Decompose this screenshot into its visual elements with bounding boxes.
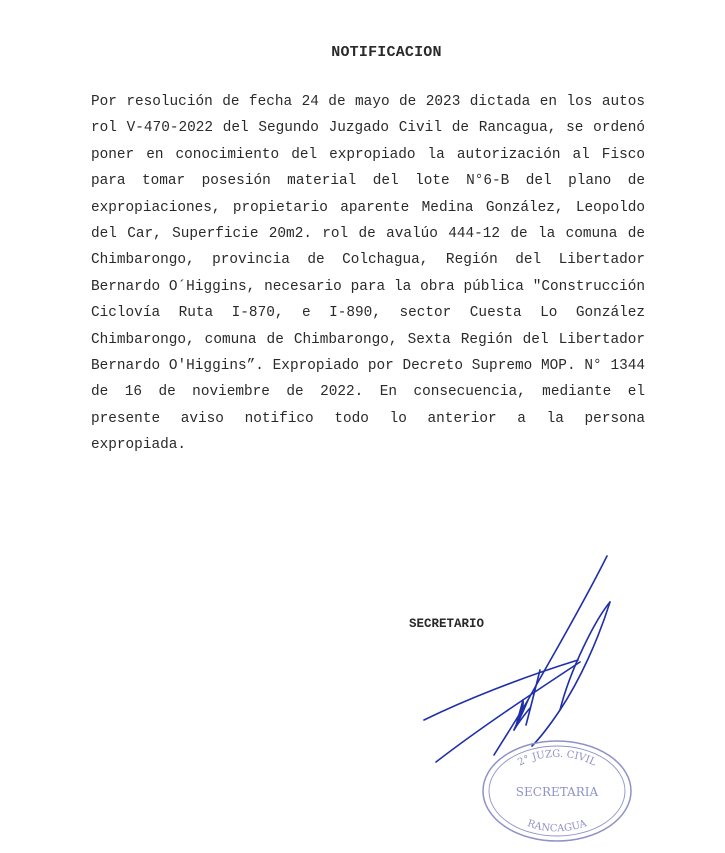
signer-label: SECRETARIO <box>409 617 485 631</box>
page-title: NOTIFICACION <box>331 44 442 61</box>
official-stamp <box>476 735 638 845</box>
stamp-top-text: 2° JUZG. CIVIL <box>516 748 598 769</box>
stamp-bottom-text: RANCAGUA <box>525 818 589 835</box>
stamp-center-text: SECRETARIA <box>515 785 599 799</box>
notification-body: Por resolución de fecha 24 de mayo de 2023 dictada en los autos rol V-470-2022 del Segundo Juzgado Civil de Rancagua, se ordenó poner en conocimiento del expropiado la autorización al Fisco para tomar posesión material del lote N°6-B del plano de expropiaciones, propietario aparente Medina González, Leopoldo del Car, Superficie 20m2. rol de avalúo 444-12 de la comuna de Chimbarongo, provincia de Colchagua, Región del Libertador Bernardo O´Higgins, necesario para la obra pública "Construcción Ciclovía Ruta I-870, e I-890, sector Cuesta Lo González Chimbarongo, comuna de Chimbarongo, Sexta Región del Libertador Bernardo O'Higgins”. Expropiado por Decreto Supremo MOP. N° 1344 de 16 de noviembre de 2022. En consecuencia, mediante el presente aviso notifico todo lo anterior a la persona expropiada. <box>91 94 645 454</box>
